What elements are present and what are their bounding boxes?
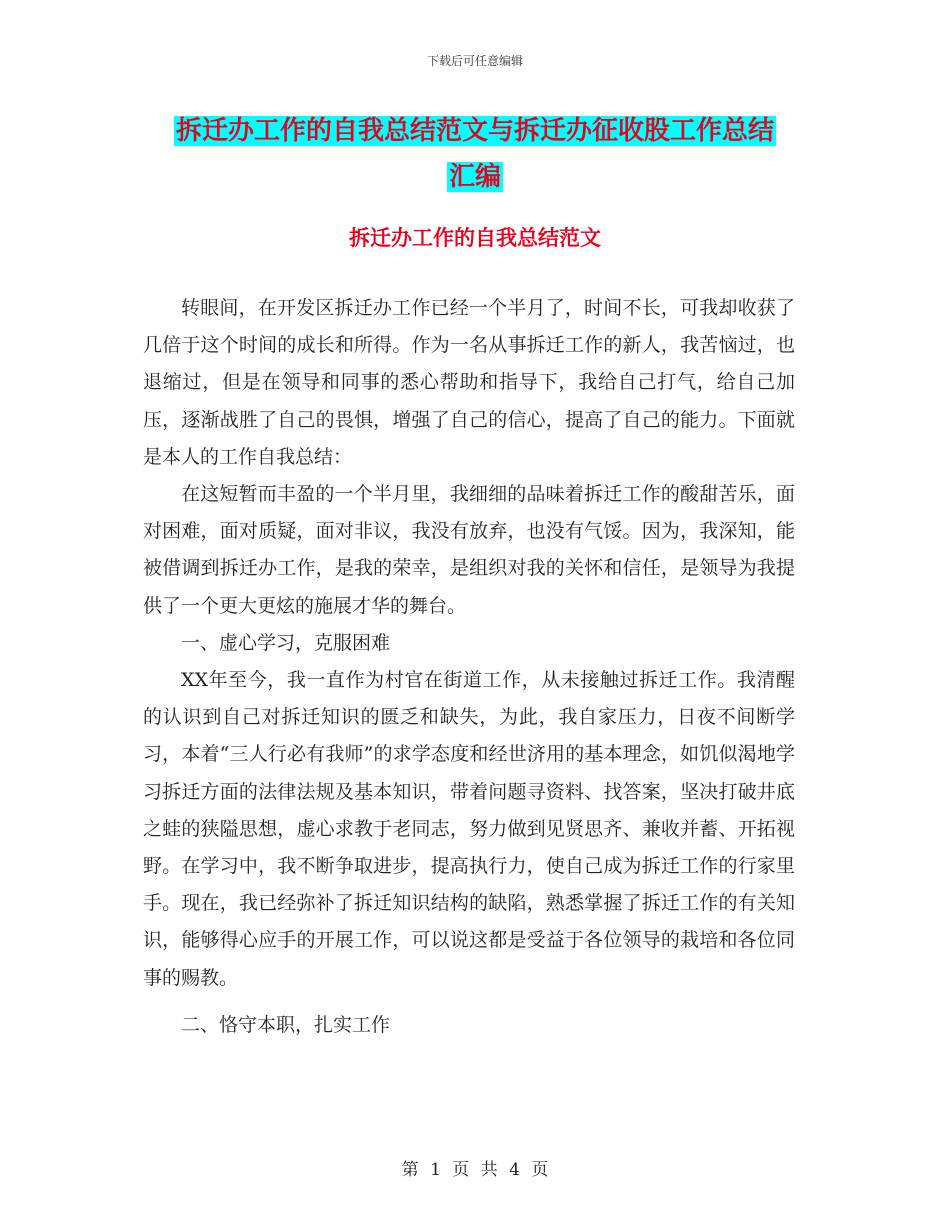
document-body — [143, 290, 795, 1044]
subheading: 二、恪守本职，扎实工作 — [181, 1013, 391, 1036]
page-header: 下载后可任意编辑 — [426, 54, 523, 68]
body-paragraph: 在这短暂而丰盈的一个半月里，我细细的品味着拆迁工作的酸甜苦乐，面对困难，面对质疑，面对非议，我没有放弃，也没有气馁。因为，我深知，能被借调到拆迁办工作，是我的荣幸，是组织对我的关怀和信任，是领导为我提供了一个更大更炫的施展才华的舞台。 — [143, 483, 795, 617]
document-title-line-2: 汇编 — [448, 162, 501, 192]
document-title — [140, 108, 810, 200]
section-title: 拆迁办工作的自我总结范文 — [349, 225, 601, 250]
document-title-line-1: 拆迁办工作的自我总结范文与拆迁办征收股工作总结 — [175, 116, 774, 146]
subheading: 一、虚心学习，克服困难 — [181, 631, 391, 654]
body-paragraph: 转眼间，在开发区拆迁办工作已经一个半月了，时间不长，可我却收获了几倍于这个时间的成长和所得。作为一名从事拆迁工作的新人，我苦恼过，也退缩过，但是在领导和同事的悉心帮助和指导下，我给自己打气，给自己加压，逐渐战胜了自己的畏惧，增强了自己的信心，提高了自己的能力。下面就是本人的工作自我总结： — [143, 297, 795, 468]
body-paragraph: XX年至今，我一直作为村官在街道工作，从未接触过拆迁工作。我清醒的认识到自己对拆迁知识的匮乏和缺失，为此，我自家压力，日夜不间断学习，本着“三人行必有我师”的求学态度和经世济用的基本理念，如饥似渴地学习拆迁方面的法律法规及基本知识，带着问题寻资料、找答案，坚决打破井底之蛙的狭隘思想，虚心求教于老同志，努力做到见贤思齐、兼收并蓄、开拓视野。在学习中，我不断争取进步，提高执行力，使自己成为拆迁工作的行家里手。现在，我已经弥补了拆迁知识结构的缺陷，熟悉掌握了拆迁工作的有关知识，能够得心应手的开展工作，可以说这都是受益于各位领导的栽培和各位同事的赐教。 — [143, 669, 795, 989]
page-footer: 第 1 页 共 4 页 — [401, 1160, 549, 1180]
